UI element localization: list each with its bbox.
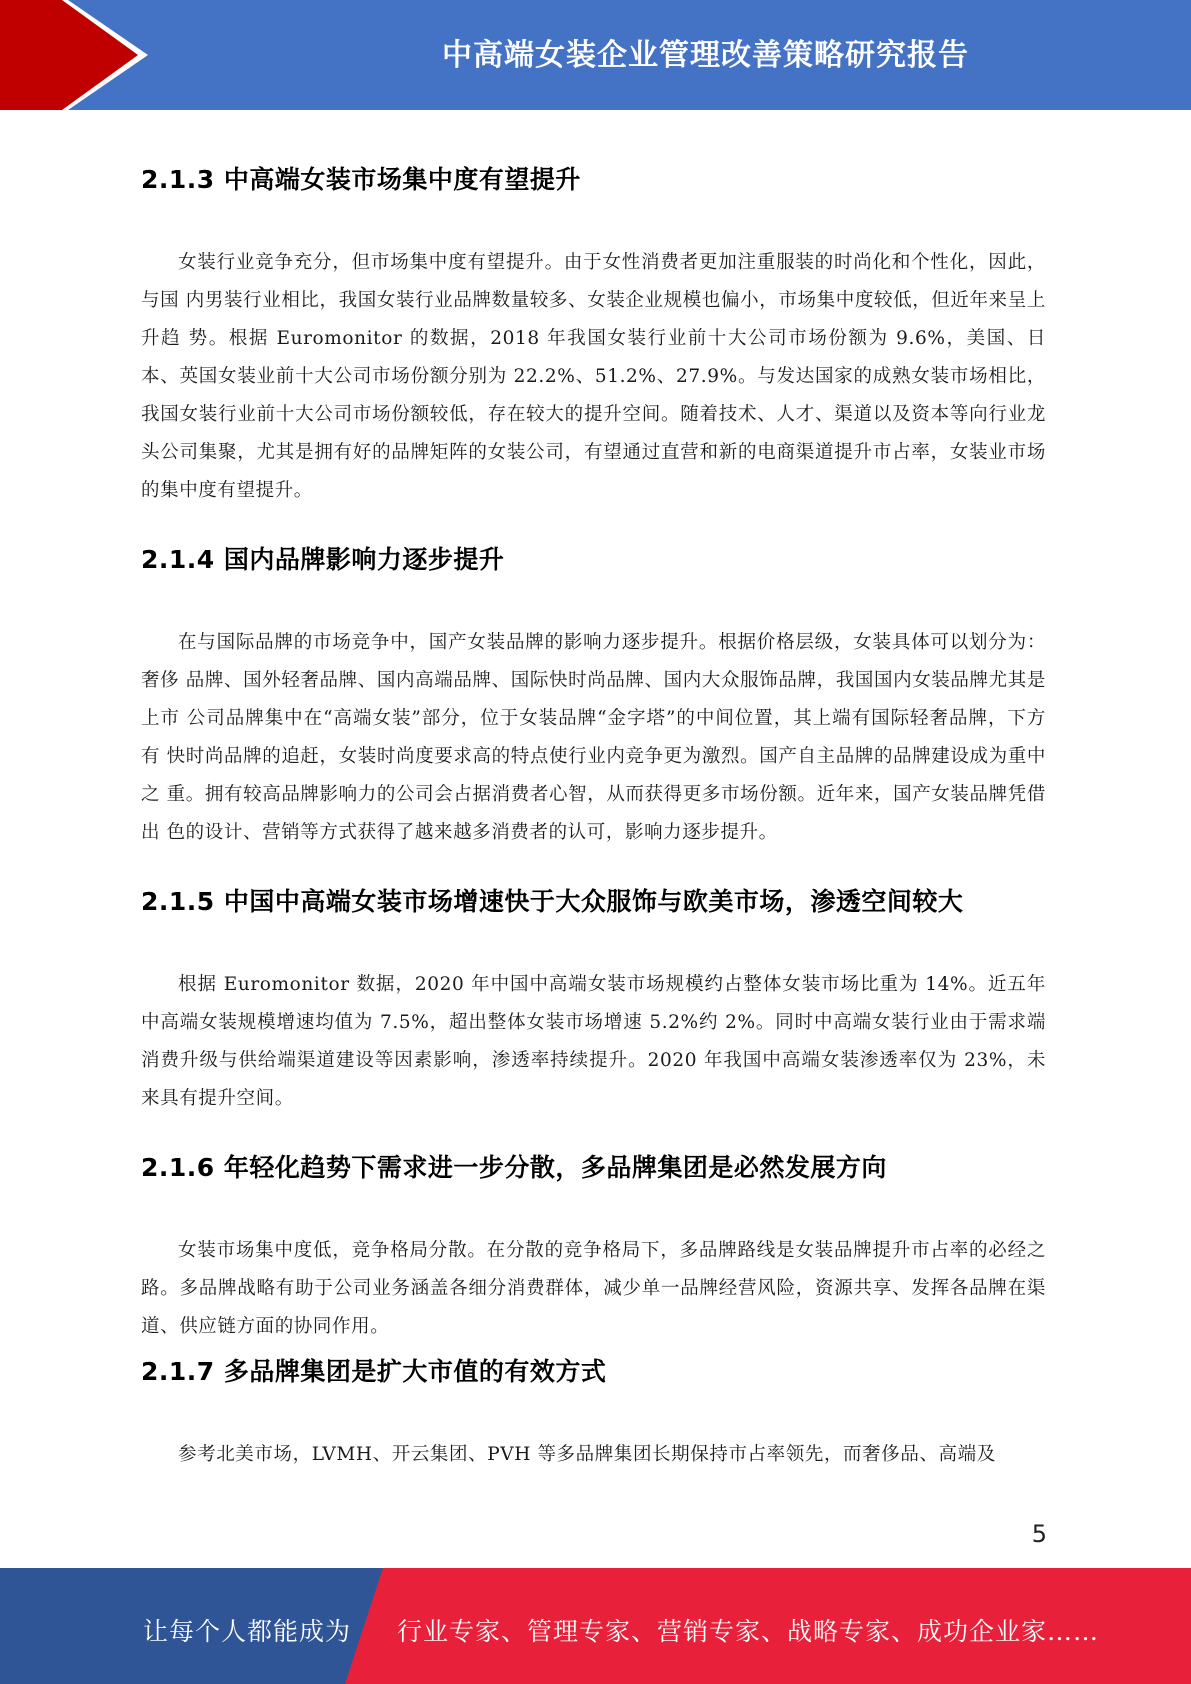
section-paragraph: 在与国际品牌的市场竞争中，国产女装品牌的影响力逐步提升。根据价格层级，女装具体可以划分为：奢侈 品牌、国外轻奢品牌、国内高端品牌、国际快时尚品牌、国内大众服饰品牌，我国国内女装品牌尤其是上市 公司品牌集中在“高端女装”部分，位于女装品牌“金字塔”的中间位置，其上端有国际轻奢品牌，下方有 快时尚品牌的追赶，女装时尚度要求高的特点使行业内竞争更为激烈。国产自主品牌的品牌建设成为重中之 重。拥有较高品牌影响力的公司会占据消费者心智，从而获得更多市场份额。近年来，国产女装品牌凭借出 色的设计、营销等方式获得了越来越多消费者的认可，影响力逐步提升。 bbox=[141, 632, 1046, 843]
section-heading: 2.1.5 中国中高端女装市场增速快于大众服饰与欧美市场，渗透空间较大 bbox=[141, 887, 964, 916]
document-body bbox=[141, 160, 1046, 1474]
section-2-1-6 bbox=[141, 1148, 1046, 1346]
section-paragraph: 女装行业竞争充分，但市场集中度有望提升。由于女性消费者更加注重服装的时尚化和个性化，因此，与国 内男装行业相比，我国女装行业品牌数量较多、女装企业规模也偏小，市场集中度较低，但近年来呈上升趋 势。根据 Euromonitor 的数据，2018 年我国女装行业前十大公司市场份额为 9.6%，美国、日本、英国女装业前十大公司市场份额分别为 22.2%、51.2%、27.9%。与发达国家的成熟女装市场相比，我国女装行业前十大公司市场份额较低，存在较大的提升空间。随着技术、人才、渠道以及资本等向行业龙头公司集聚，尤其是拥有好的品牌矩阵的女装公司，有望通过直营和新的电商渠道提升市占率，女装业市场的集中度有望提升。 bbox=[141, 252, 1046, 501]
section-heading: 2.1.4 国内品牌影响力逐步提升 bbox=[141, 545, 505, 574]
section-heading: 2.1.3 中高端女装市场集中度有望提升 bbox=[141, 165, 581, 194]
section-2-1-3 bbox=[141, 160, 1046, 510]
section-heading: 2.1.7 多品牌集团是扩大市值的有效方式 bbox=[141, 1357, 607, 1386]
report-title: 中高端女装企业管理改善策略研究报告 bbox=[442, 38, 969, 73]
section-paragraph: 参考北美市场，LVMH、开云集团、PVH 等多品牌集团长期保持市占率领先，而奢侈品、高端及 bbox=[178, 1444, 996, 1465]
section-2-1-4 bbox=[141, 540, 1046, 852]
footer-slogan-left: 让每个人都能成为 bbox=[143, 1617, 352, 1646]
footer-slogan-right: 行业专家、管理专家、营销专家、战略专家、成功企业家…… bbox=[397, 1617, 1100, 1646]
section-2-1-7 bbox=[141, 1352, 1046, 1474]
page-footer bbox=[0, 1568, 1191, 1684]
section-paragraph: 女装市场集中度低，竞争格局分散。在分散的竞争格局下，多品牌路线是女装品牌提升市占率的必经之路。多品牌战略有助于公司业务涵盖各细分消费群体，减少单一品牌经营风险，资源共享、发挥各品牌在渠道、供应链方面的协同作用。 bbox=[141, 1240, 1046, 1337]
section-2-1-5 bbox=[141, 882, 1046, 1118]
section-heading: 2.1.6 年轻化趋势下需求进一步分散，多品牌集团是必然发展方向 bbox=[141, 1153, 887, 1182]
page-header bbox=[0, 0, 1191, 110]
section-paragraph: 根据 Euromonitor 数据，2020 年中国中高端女装市场规模约占整体女装市场比重为 14%。近五年中高端女装规模增速均值为 7.5%，超出整体女装市场增速 5.2%约 2%。同时中高端女装行业由于需求端消费升级与供给端渠道建设等因素影响，渗透率持续提升。2020 年我国中高端女装渗透率仅为 23%，未来具有提升空间。 bbox=[141, 974, 1046, 1109]
page-number: 5 bbox=[1031, 1520, 1047, 1548]
